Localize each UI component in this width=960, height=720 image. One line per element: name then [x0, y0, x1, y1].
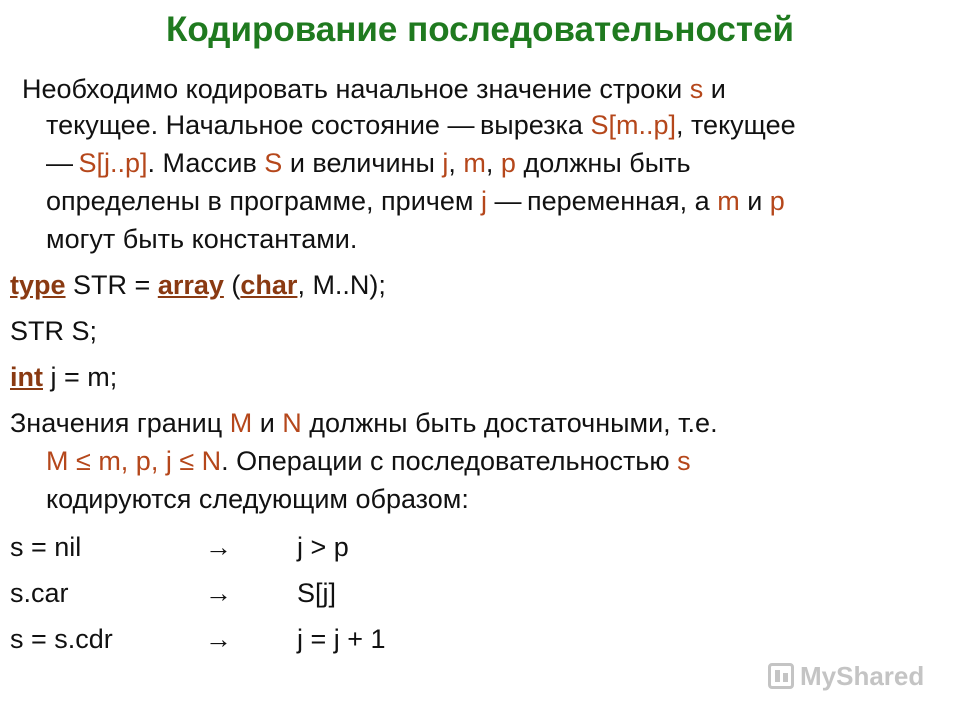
var-s: s — [689, 74, 704, 104]
myshared-logo-icon — [768, 663, 794, 689]
watermark — [768, 658, 924, 694]
para1-line5: могут быть константами. — [46, 224, 358, 254]
para2-line1: Значения границ M и N должны быть достаточными, т.е. — [10, 408, 718, 438]
arrow-right-icon: → — [205, 578, 232, 608]
keyword-type: type — [10, 270, 66, 300]
para1-line2: текущее. Начальное состояние — вырезка S[m..p], текущее — [46, 110, 796, 140]
watermark-text: MyShared — [800, 660, 925, 691]
slide-title: Кодирование последовательностей — [165, 10, 795, 49]
arrow-right-icon: → — [205, 624, 232, 654]
arrow-right-icon: → — [205, 532, 232, 562]
code-line-int: int j = m; — [10, 362, 118, 392]
code-line-str: STR S; — [10, 316, 98, 346]
para1-line3: — S[j..p]. Массив S и величины j, m, p должны быть — [46, 148, 691, 178]
para2-line3: кодируются следующим образом: — [46, 484, 469, 514]
para2-line2: M ≤ m, p, j ≤ N. Операции с последовательностью s — [46, 446, 691, 476]
keyword-array: array — [157, 270, 224, 300]
keyword-char: char — [240, 270, 298, 300]
code-line-type: type STR = array (char, M..N); — [10, 270, 386, 300]
para1-line4: определены в программе, причем j — переменная, а m и p — [46, 186, 785, 216]
para1-line1: Необходимо кодировать начальное значение строки s и — [22, 74, 726, 104]
keyword-int: int — [10, 362, 43, 392]
